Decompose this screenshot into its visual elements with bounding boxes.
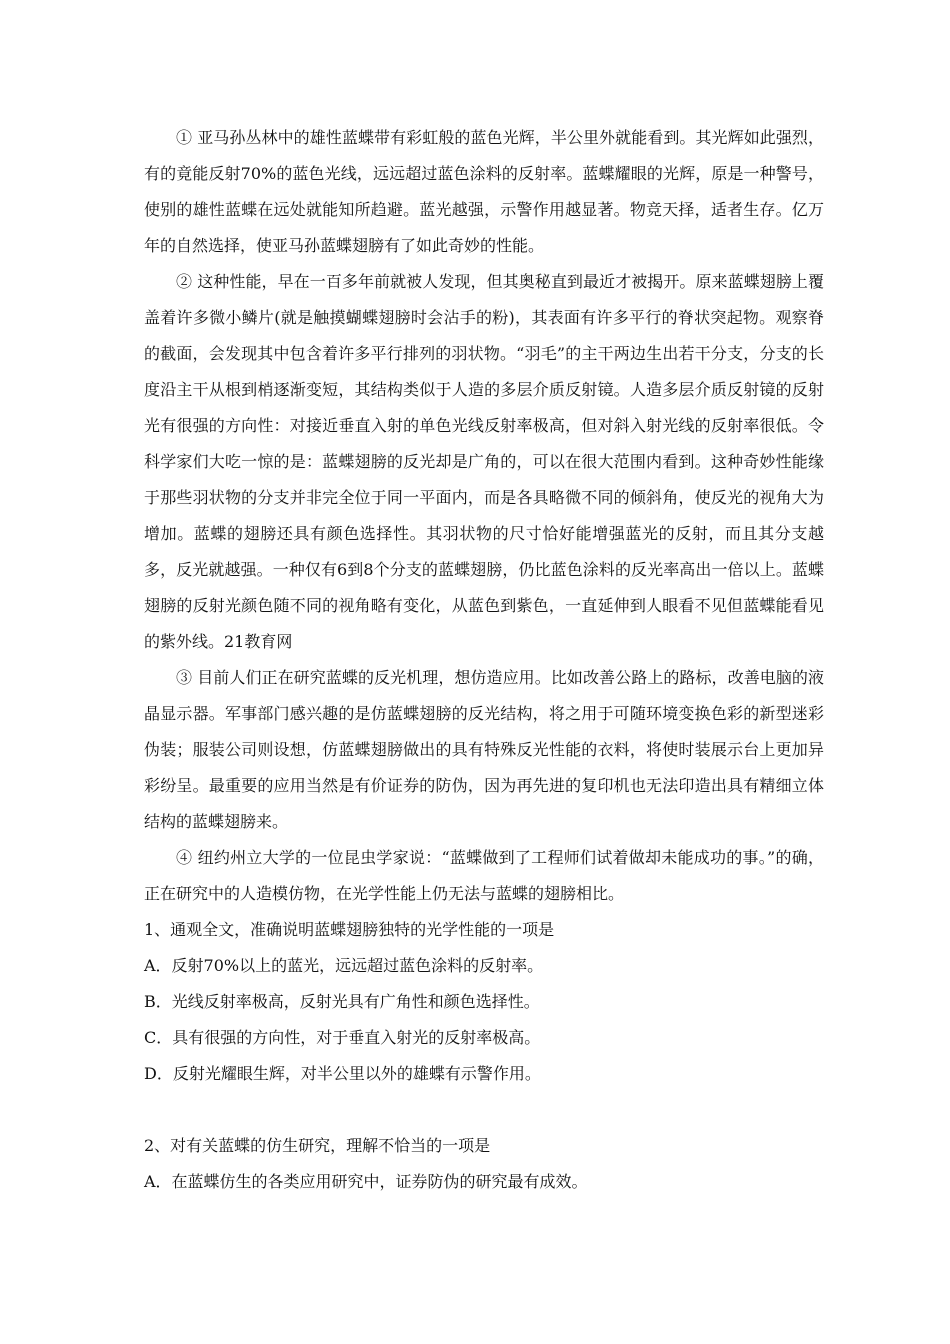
option-a: A．在蓝蝶仿生的各类应用研究中，证券防伪的研究最有成效。 (144, 1172, 588, 1191)
passage-paragraph-4: ④ 纽约州立大学的一位昆虫学家说：“蓝蝶做到了工程师们试着做却未能成功的事。”的确，正在研究中的人造模仿物，在光学性能上仍无法与蓝蝶的翅膀相比。 (144, 848, 824, 903)
passage-paragraph-3: ③ 目前人们正在研究蓝蝶的反光机理，想仿造应用。比如改善公路上的路标，改善电脑的液晶显示器。军事部门感兴趣的是仿蓝蝶翅膀的反光结构，将之用于可随环境变换色彩的新型迷彩伪装；服装公司则设想，仿蓝蝶翅膀做出的具有特殊反光性能的衣料，将使时装展示台上更加异彩纷呈。最重要的应用当然是有价证券的防伪，因为再先进的复印机也无法印造出具有精细立体结构的蓝蝶翅膀来。 (144, 668, 824, 831)
option-c: C．具有很强的方向性，对于垂直入射光的反射率极高。 (144, 1028, 541, 1047)
passage-paragraph-1: ① 亚马孙丛林中的雄性蓝蝶带有彩虹般的蓝色光辉，半公里外就能看到。其光辉如此强烈，有的竟能反射70%的蓝色光线，远远超过蓝色涂料的反射率。蓝蝶耀眼的光辉，原是一种警号，使别的雄性蓝蝶在远处就能知所趋避。蓝光越强，示警作用越显著。物竞天择，适者生存。亿万年的自然选择，使亚马孙蓝蝶翅膀有了如此奇妙的性能。 (144, 128, 824, 255)
option-a: A．反射70%以上的蓝光，远远超过蓝色涂料的反射率。 (144, 956, 544, 975)
document-page (144, 120, 824, 1200)
option-b: B．光线反射率极高，反射光具有广角性和颜色选择性。 (144, 992, 540, 1011)
blank-line (144, 1092, 824, 1128)
passage-paragraph-2: ② 这种性能，早在一百多年前就被人发现，但其奥秘直到最近才被揭开。原来蓝蝶翅膀上覆盖着许多微小鳞片(就是触摸蝴蝶翅膀时会沾手的粉)，其表面有许多平行的脊状突起物。观察脊的截面，会发现其中包含着许多平行排列的羽状物。“羽毛”的主干两边生出若干分支，分支的长度沿主干从根到梢逐渐变短，其结构类似于人造的多层介质反射镜。人造多层介质反射镜的反射光有很强的方向性：对接近垂直入射的单色光线反射率极高，但对斜入射光线的反射率很低。令科学家们大吃一惊的是：蓝蝶翅膀的反光却是广角的，可以在很大范围内看到。这种奇妙性能缘于那些羽状物的分支并非完全位于同一平面内，而是各具略微不同的倾斜角，使反光的视角大为增加。蓝蝶的翅膀还具有颜色选择性。其羽状物的尺寸恰好能增强蓝光的反射，而且其分支越多，反光就越强。一种仅有6到8个分支的蓝蝶翅膀，仍比蓝色涂料的反光率高出一倍以上。蓝蝶翅膀的反射光颜色随不同的视角略有变化，从蓝色到紫色，一直延伸到人眼看不见但蓝蝶能看见的紫外线。21教育网 (144, 272, 824, 651)
passage (144, 120, 824, 912)
question-1 (144, 912, 824, 1092)
option-d: D．反射光耀眼生辉，对半公里以外的雄蝶有示警作用。 (144, 1064, 541, 1083)
question-2 (144, 1128, 824, 1200)
question-stem: 1、通观全文，准确说明蓝蝶翅膀独特的光学性能的一项是 (144, 920, 555, 939)
question-stem: 2、对有关蓝蝶的仿生研究，理解不恰当的一项是 (144, 1136, 491, 1155)
